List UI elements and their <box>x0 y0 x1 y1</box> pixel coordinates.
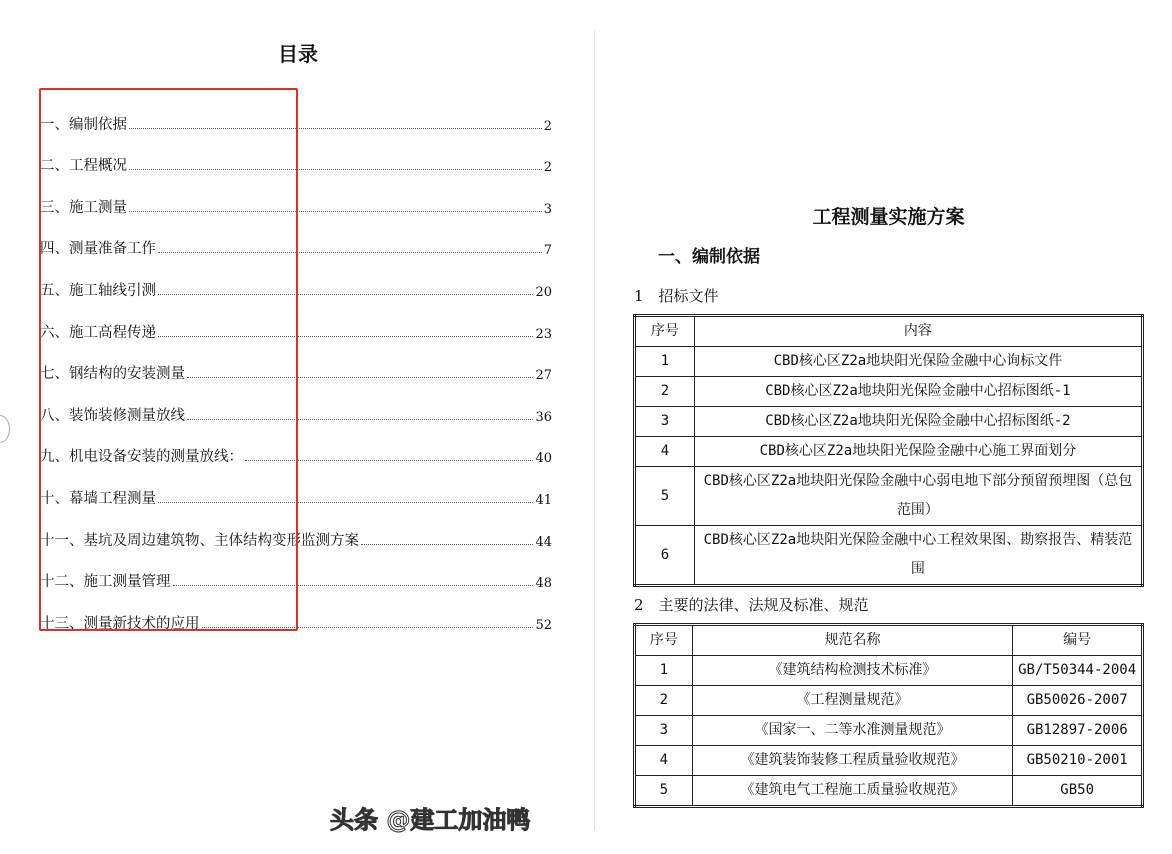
table-row <box>635 437 1143 467</box>
leader-dots <box>361 544 533 545</box>
table-cell: CBD核心区Z2a地块阳光保险金融中心工程效果图、勘察报告、精装范围 <box>694 526 1142 586</box>
table-cell: GB50210-2001 <box>1013 746 1143 776</box>
table-cell: 《建筑电气工程施工质量验收规范》 <box>692 776 1013 807</box>
toc-page-number: 44 <box>535 534 552 550</box>
table-cell: 《建筑装饰装修工程质量验收规范》 <box>692 746 1013 776</box>
highlight-box <box>39 88 298 631</box>
table-row <box>635 776 1143 807</box>
column-header: 序号 <box>635 625 693 656</box>
toc-page-number: 3 <box>543 201 552 217</box>
toc-entry-label: 九、机电设备安装的测量放线： <box>40 449 243 466</box>
table-row <box>635 656 1143 686</box>
tender-documents-table <box>633 314 1144 587</box>
table-cell: 2 <box>635 377 695 407</box>
table-row <box>635 746 1143 776</box>
column-header: 序号 <box>635 316 695 347</box>
table-cell: GB12897-2006 <box>1013 716 1143 746</box>
table-cell: 1 <box>635 656 693 686</box>
table-cell: 5 <box>635 776 693 807</box>
table-cell: 5 <box>635 467 695 526</box>
table-row <box>635 467 1143 526</box>
toc-entry-label: 十一、基坑及周边建筑物、主体结构变形监测方案 <box>40 532 359 549</box>
toc-entry-label: 十三、测量新技术的应用 <box>40 615 200 632</box>
column-header: 规范名称 <box>692 625 1013 656</box>
subsection-heading: 2 主要的法律、法规及标准、规范 <box>634 596 869 614</box>
table-header-row <box>635 316 1143 347</box>
table-cell: GB50026-2007 <box>1013 686 1143 716</box>
page-divider <box>594 30 595 830</box>
toc-page-number: 36 <box>535 409 552 425</box>
table-cell: GB/T50344-2004 <box>1013 656 1143 686</box>
toc-page-number: 41 <box>535 492 552 508</box>
table-cell: GB50 <box>1013 776 1143 807</box>
table-cell: 《工程测量规范》 <box>692 686 1013 716</box>
column-header: 内容 <box>694 316 1142 347</box>
toc-page-number: 40 <box>535 451 552 467</box>
document-title: 工程测量实施方案 <box>812 206 965 228</box>
toc-page-number: 20 <box>535 284 552 300</box>
table-header-row <box>635 625 1143 656</box>
table-cell: 1 <box>635 347 695 377</box>
toc-page-number: 48 <box>535 576 552 592</box>
table-row <box>635 716 1143 746</box>
table-cell: 4 <box>635 746 693 776</box>
toc-entry-label: 一、编制依据 <box>40 116 127 133</box>
column-header: 编号 <box>1013 625 1143 656</box>
table-cell: CBD核心区Z2a地块阳光保险金融中心施工界面划分 <box>694 437 1142 467</box>
toc-page-number: 2 <box>543 118 552 134</box>
standards-table <box>633 623 1144 808</box>
table-cell: CBD核心区Z2a地块阳光保险金融中心询标文件 <box>694 347 1142 377</box>
table-cell: 《建筑结构检测技术标准》 <box>692 656 1013 686</box>
table-cell: 《国家一、二等水准测量规范》 <box>692 716 1013 746</box>
table-cell: CBD核心区Z2a地块阳光保险金融中心弱电地下部分预留预埋图（总包范围） <box>694 467 1142 526</box>
toc-entry-label: 二、工程概况 <box>40 158 127 175</box>
table-cell: 3 <box>635 407 695 437</box>
table-row <box>635 686 1143 716</box>
toc-page-number: 27 <box>535 368 552 384</box>
table-cell: 6 <box>635 526 695 586</box>
table-row <box>635 347 1143 377</box>
toc-entry-label: 八、装饰装修测量放线 <box>40 407 185 424</box>
toc-page-number: 52 <box>535 617 552 633</box>
scroll-handle[interactable] <box>0 415 10 443</box>
table-row <box>635 377 1143 407</box>
table-row <box>635 526 1143 586</box>
section-heading: 一、编制依据 <box>658 247 760 267</box>
toc-entry-label: 四、测量准备工作 <box>40 241 156 258</box>
toc-page-number: 7 <box>543 243 552 259</box>
toc-entry-label: 十、幕墙工程测量 <box>40 490 156 507</box>
toc-entry-label: 六、施工高程传递 <box>40 324 156 341</box>
document-page <box>633 204 1144 808</box>
table-cell: 3 <box>635 716 693 746</box>
toc-page-number: 23 <box>535 326 552 342</box>
table-row <box>635 407 1143 437</box>
toc-entry-label: 三、施工测量 <box>40 199 127 216</box>
toc-entry-label: 十二、施工测量管理 <box>40 574 171 591</box>
table-cell: CBD核心区Z2a地块阳光保险金融中心招标图纸-2 <box>694 407 1142 437</box>
table-cell: 4 <box>635 437 695 467</box>
table-cell: 2 <box>635 686 693 716</box>
toc-entry-label: 五、施工轴线引测 <box>40 282 156 299</box>
table-cell: CBD核心区Z2a地块阳光保险金融中心招标图纸-1 <box>694 377 1142 407</box>
toc-page-number: 2 <box>543 160 552 176</box>
toc-title: 目录 <box>278 42 318 66</box>
watermark: 头条 @建工加油鸭 <box>330 806 531 834</box>
subsection-heading: 1 招标文件 <box>634 287 719 305</box>
toc-entry-label: 七、钢结构的安装测量 <box>40 366 185 383</box>
